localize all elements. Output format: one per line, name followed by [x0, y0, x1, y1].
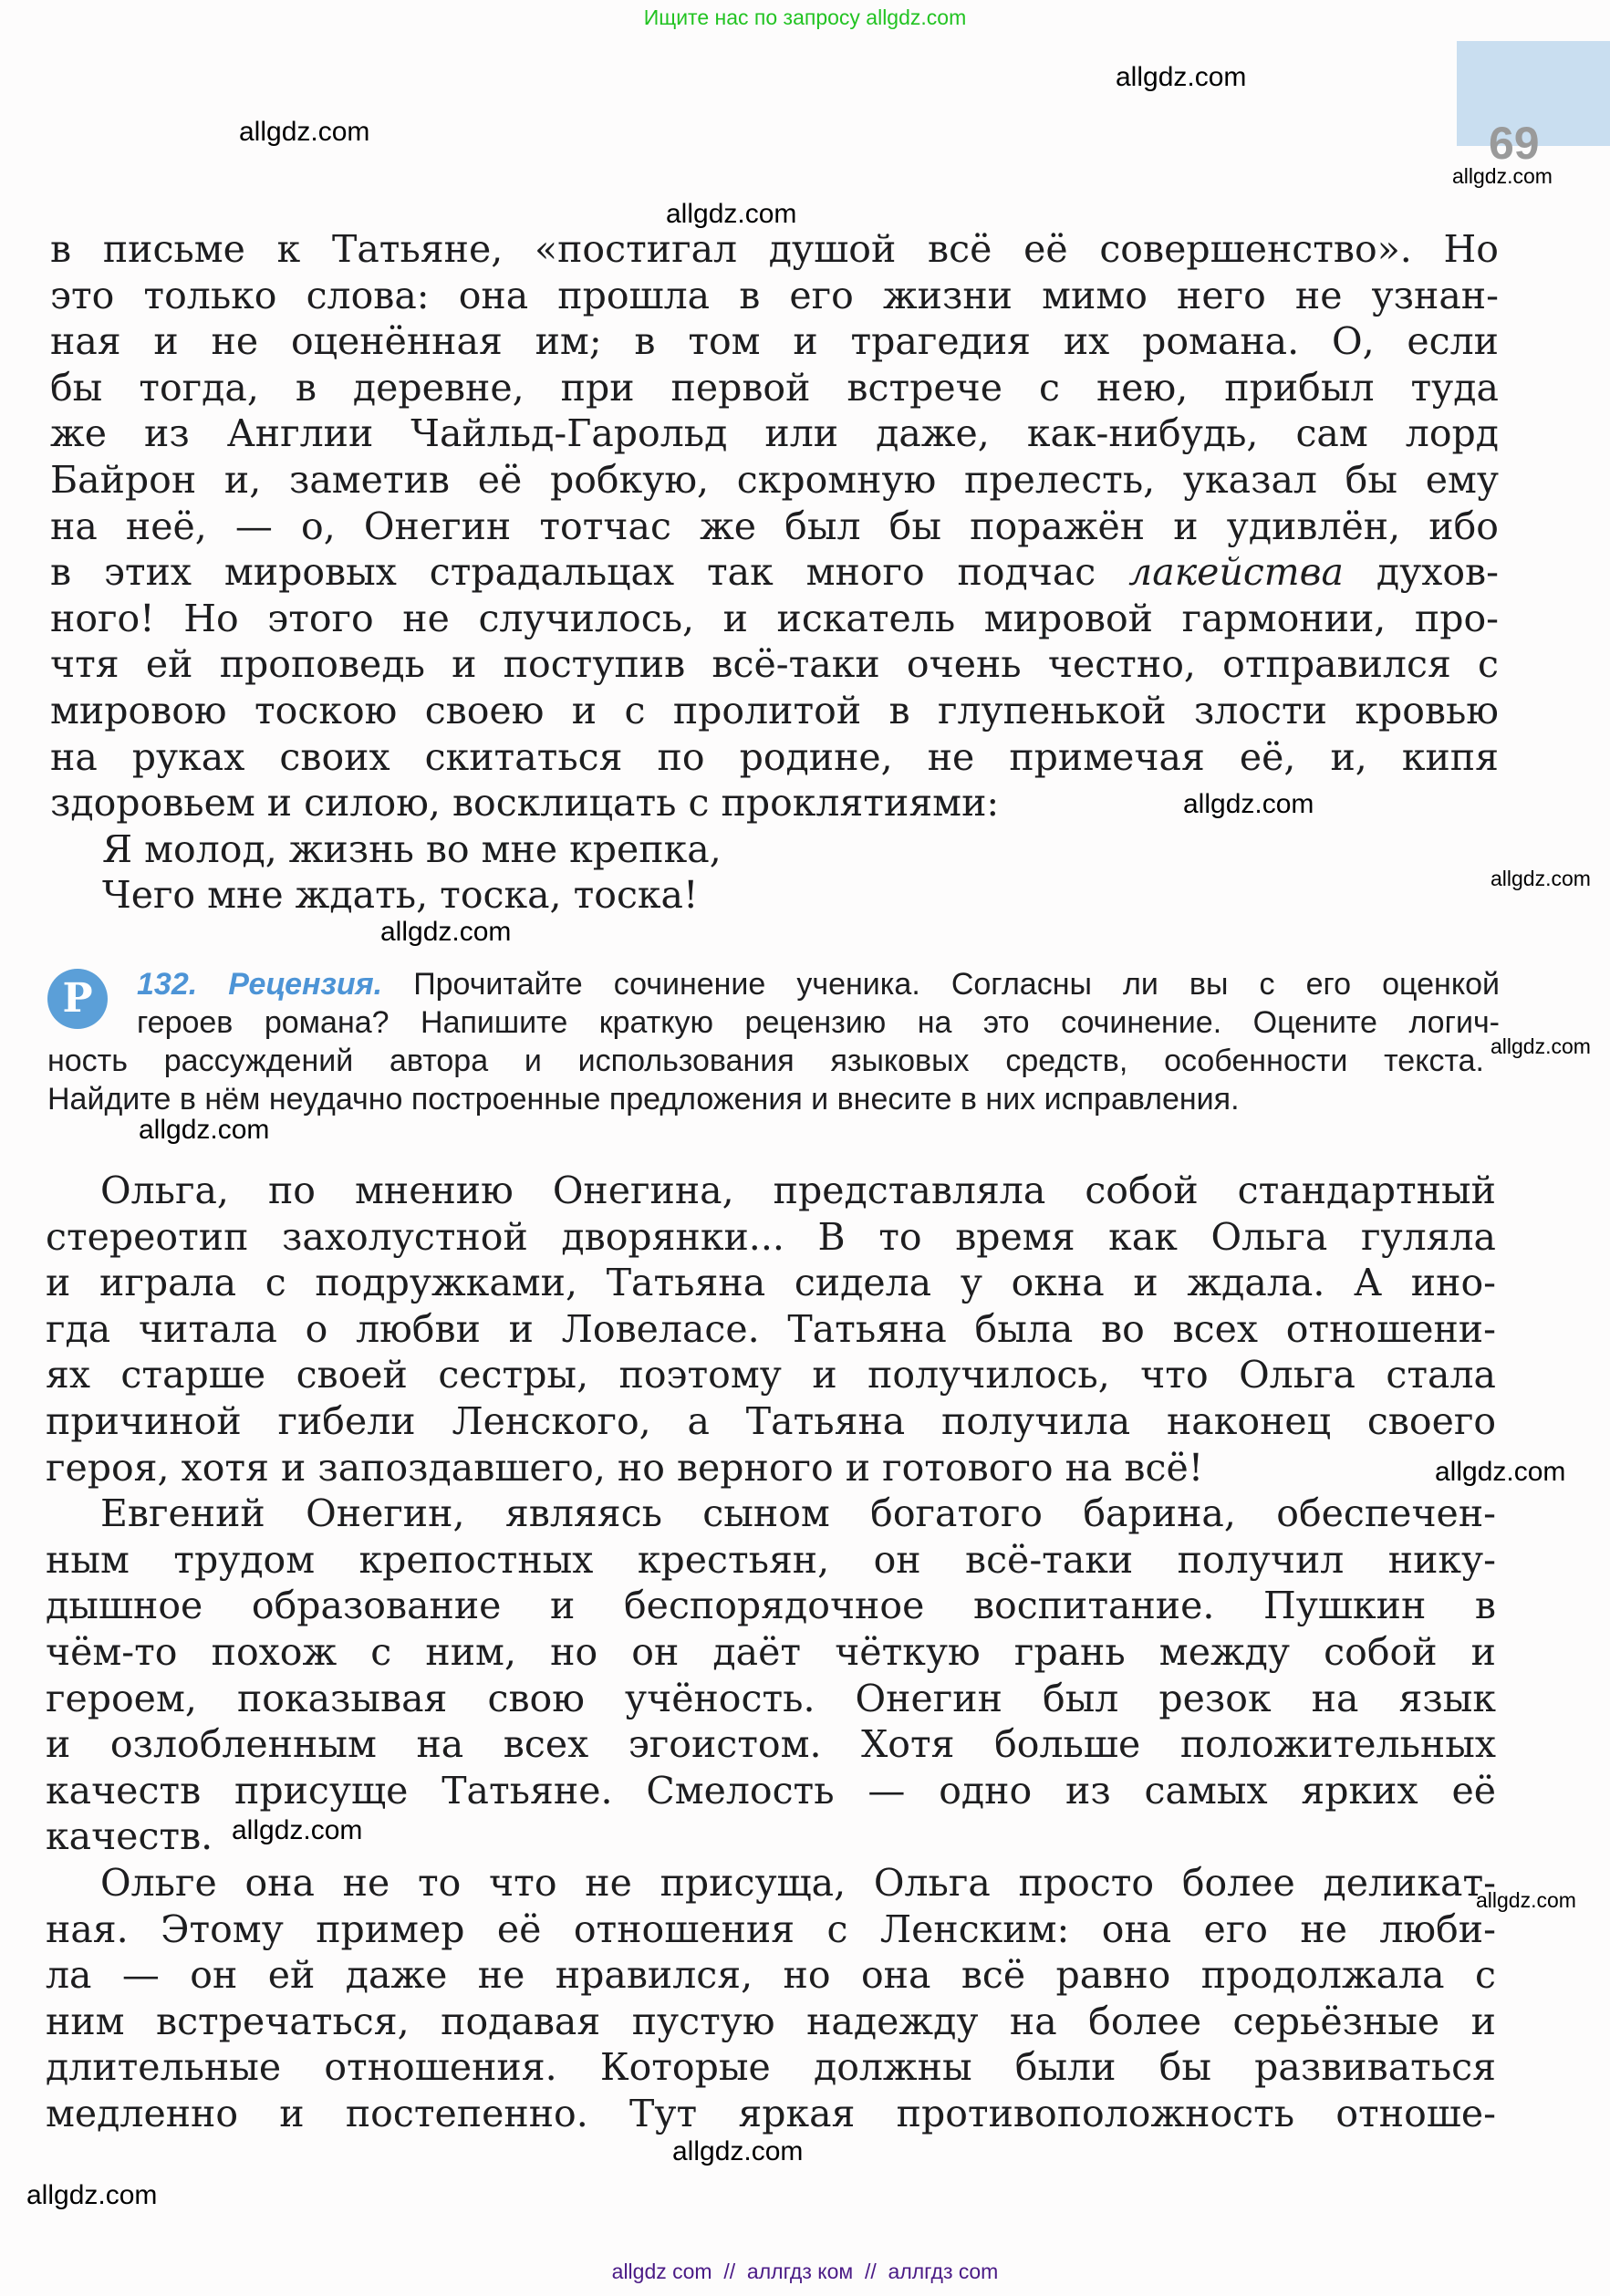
top-banner-text[interactable]: Ищите нас по запросу allgdz.com: [643, 5, 967, 29]
text-line: ная и не оценённая им; в том и трагедия их романа. О, если: [50, 319, 1499, 364]
essay-line: и озлобленным на всех эгоистом. Хотя больше положительных: [46, 1722, 1496, 1767]
essay-line: чём-то похож с ним, но он даёт чёткую грань между собой и: [46, 1630, 1496, 1674]
watermark-link[interactable]: allgdz.com: [1452, 164, 1553, 188]
task-text: Прочитайте сочинение ученика. Согласны ли вы с его оценкой: [382, 967, 1500, 1002]
text-line: Байрон и, заметив её робкую, скромную прелесть, указал бы ему: [50, 458, 1499, 502]
task-number: 132.: [137, 967, 198, 1002]
verse-line: Чего мне ждать, тоска, тоска!: [102, 873, 699, 918]
task-type-badge: Р: [47, 969, 108, 1029]
text-line: бы тогда, в деревне, при первой встрече с нею, прибыл туда: [50, 365, 1499, 410]
text-line: на руках своих скитаться по родине, не примечая её, и, кипя: [50, 734, 1499, 779]
essay-line: Ольге она не то что не присуща, Ольга просто более деликат-: [100, 1861, 1496, 1905]
text-line: же из Англии Чайльд-Гарольд или даже, как-нибудь, сам лорд: [50, 411, 1499, 456]
watermark-link[interactable]: allgdz.com: [1491, 867, 1591, 890]
essay-line: героя, хотя и запоздавшего, но верного и готового на всё!: [46, 1445, 1204, 1490]
task-line: [137, 965, 1500, 1003]
text-line: на неё, — о, Онегин тотчас же был бы поражён и удивлён, ибо: [50, 504, 1499, 548]
essay-line: дышное образование и беспорядочное воспитание. Пушкин в: [46, 1584, 1496, 1628]
watermark-link[interactable]: allgdz.com: [232, 1815, 363, 1845]
essay-line: длительные отношения. Которые должны были бы развиваться: [46, 2045, 1496, 2090]
essay-line: ним встречаться, подавая пустую надежду на более серьёзные и: [46, 1999, 1496, 2043]
watermark-link[interactable]: allgdz.com: [239, 117, 370, 147]
task-line: Найдите в нём неудачно построенные предложения и внесите в них исправления.: [47, 1082, 1240, 1117]
page-number: 69: [1489, 118, 1540, 169]
essay-line: ная. Этому пример её отношения с Ленским: она его не люби-: [46, 1906, 1496, 1951]
watermark-link[interactable]: allgdz.com: [672, 2136, 804, 2166]
essay-line: ла — он ей даже не нравился, но она всё равно продолжала с: [46, 1953, 1496, 1998]
verse-line: Я молод, жизнь во мне крепка,: [102, 826, 722, 871]
text-line: здоровьем и силою, восклицать с проклятиями:: [50, 781, 1000, 826]
text-line: в письме к Татьяне, «постигал душой всё её совершенство». Но: [50, 227, 1499, 271]
essay-line: героем, показывая свою учёность. Онегин был резок на язык: [46, 1676, 1496, 1720]
task-line: героев романа? Напишите краткую рецензию на это сочинение. Оцените логич-: [137, 1005, 1500, 1040]
essay-line: и играла с подружками, Татьяна сидела у окна и ждала. А ино-: [46, 1261, 1496, 1305]
watermark-link[interactable]: allgdz.com: [1116, 62, 1247, 92]
text-fragment: в этих мировых страдальцах так много подчас: [50, 550, 1129, 595]
essay-line: медленно и постепенно. Тут яркая противоположность отноше-: [46, 2092, 1496, 2135]
essay-line: Ольга, по мнению Онегина, представляла собой стандартный: [100, 1169, 1496, 1212]
italic-word: лакейства: [1128, 550, 1344, 595]
text-line: ного! Но этого не случилось, и искатель мировой гармонии, про-: [50, 596, 1499, 640]
essay-line: Евгений Онегин, являясь сыном богатого барина, обеспечен-: [100, 1491, 1496, 1536]
essay-line: ным трудом крепостных крестьян, он всё-таки получил нику-: [46, 1537, 1496, 1582]
text-line: [50, 549, 1499, 595]
text-line: чтя ей проповедь и поступив всё-таки очень честно, отправился с: [50, 642, 1499, 687]
watermark-link[interactable]: allgdz.com: [666, 199, 797, 229]
essay-line: причиной гибели Ленского, а Татьяна получила наконец своего: [46, 1399, 1496, 1443]
essay-line: качеств.: [46, 1814, 213, 1859]
watermark-link[interactable]: allgdz.com: [1435, 1457, 1566, 1487]
task-line: ность рассуждений автора и использования языковых средств, особенности текста.: [47, 1044, 1484, 1078]
watermark-link[interactable]: allgdz.com: [1491, 1034, 1591, 1058]
watermark-link[interactable]: allgdz.com: [139, 1115, 270, 1145]
essay-line: гда читала о любви и Ловеласе. Татьяна была во всех отношени-: [46, 1306, 1496, 1351]
essay-line: качеств присуще Татьяне. Смелость — одно из самых ярких её: [46, 1768, 1496, 1813]
text-line: это только слова: она прошла в его жизни мимо него не узнан-: [50, 273, 1499, 317]
watermark-link[interactable]: allgdz.com: [1476, 1888, 1576, 1912]
watermark-link[interactable]: allgdz.com: [380, 917, 512, 947]
text-line: мировою тоскою своею и с пролитой в глупенькой злости кровью: [50, 689, 1499, 732]
essay-line: ях старше своей сестры, поэтому и получилось, что Ольга стала: [46, 1353, 1496, 1397]
watermark-link[interactable]: allgdz.com: [1183, 789, 1314, 819]
watermark-link[interactable]: allgdz.com: [26, 2180, 158, 2210]
task-title: Рецензия.: [228, 967, 383, 1002]
text-fragment: духов-: [1344, 550, 1499, 595]
essay-line: стереотип захолустной дворянки... В то время как Ольга гуляла: [46, 1214, 1496, 1259]
footer-links[interactable]: allgdz com // аллгдз ком // аллгдз com: [611, 2260, 999, 2283]
